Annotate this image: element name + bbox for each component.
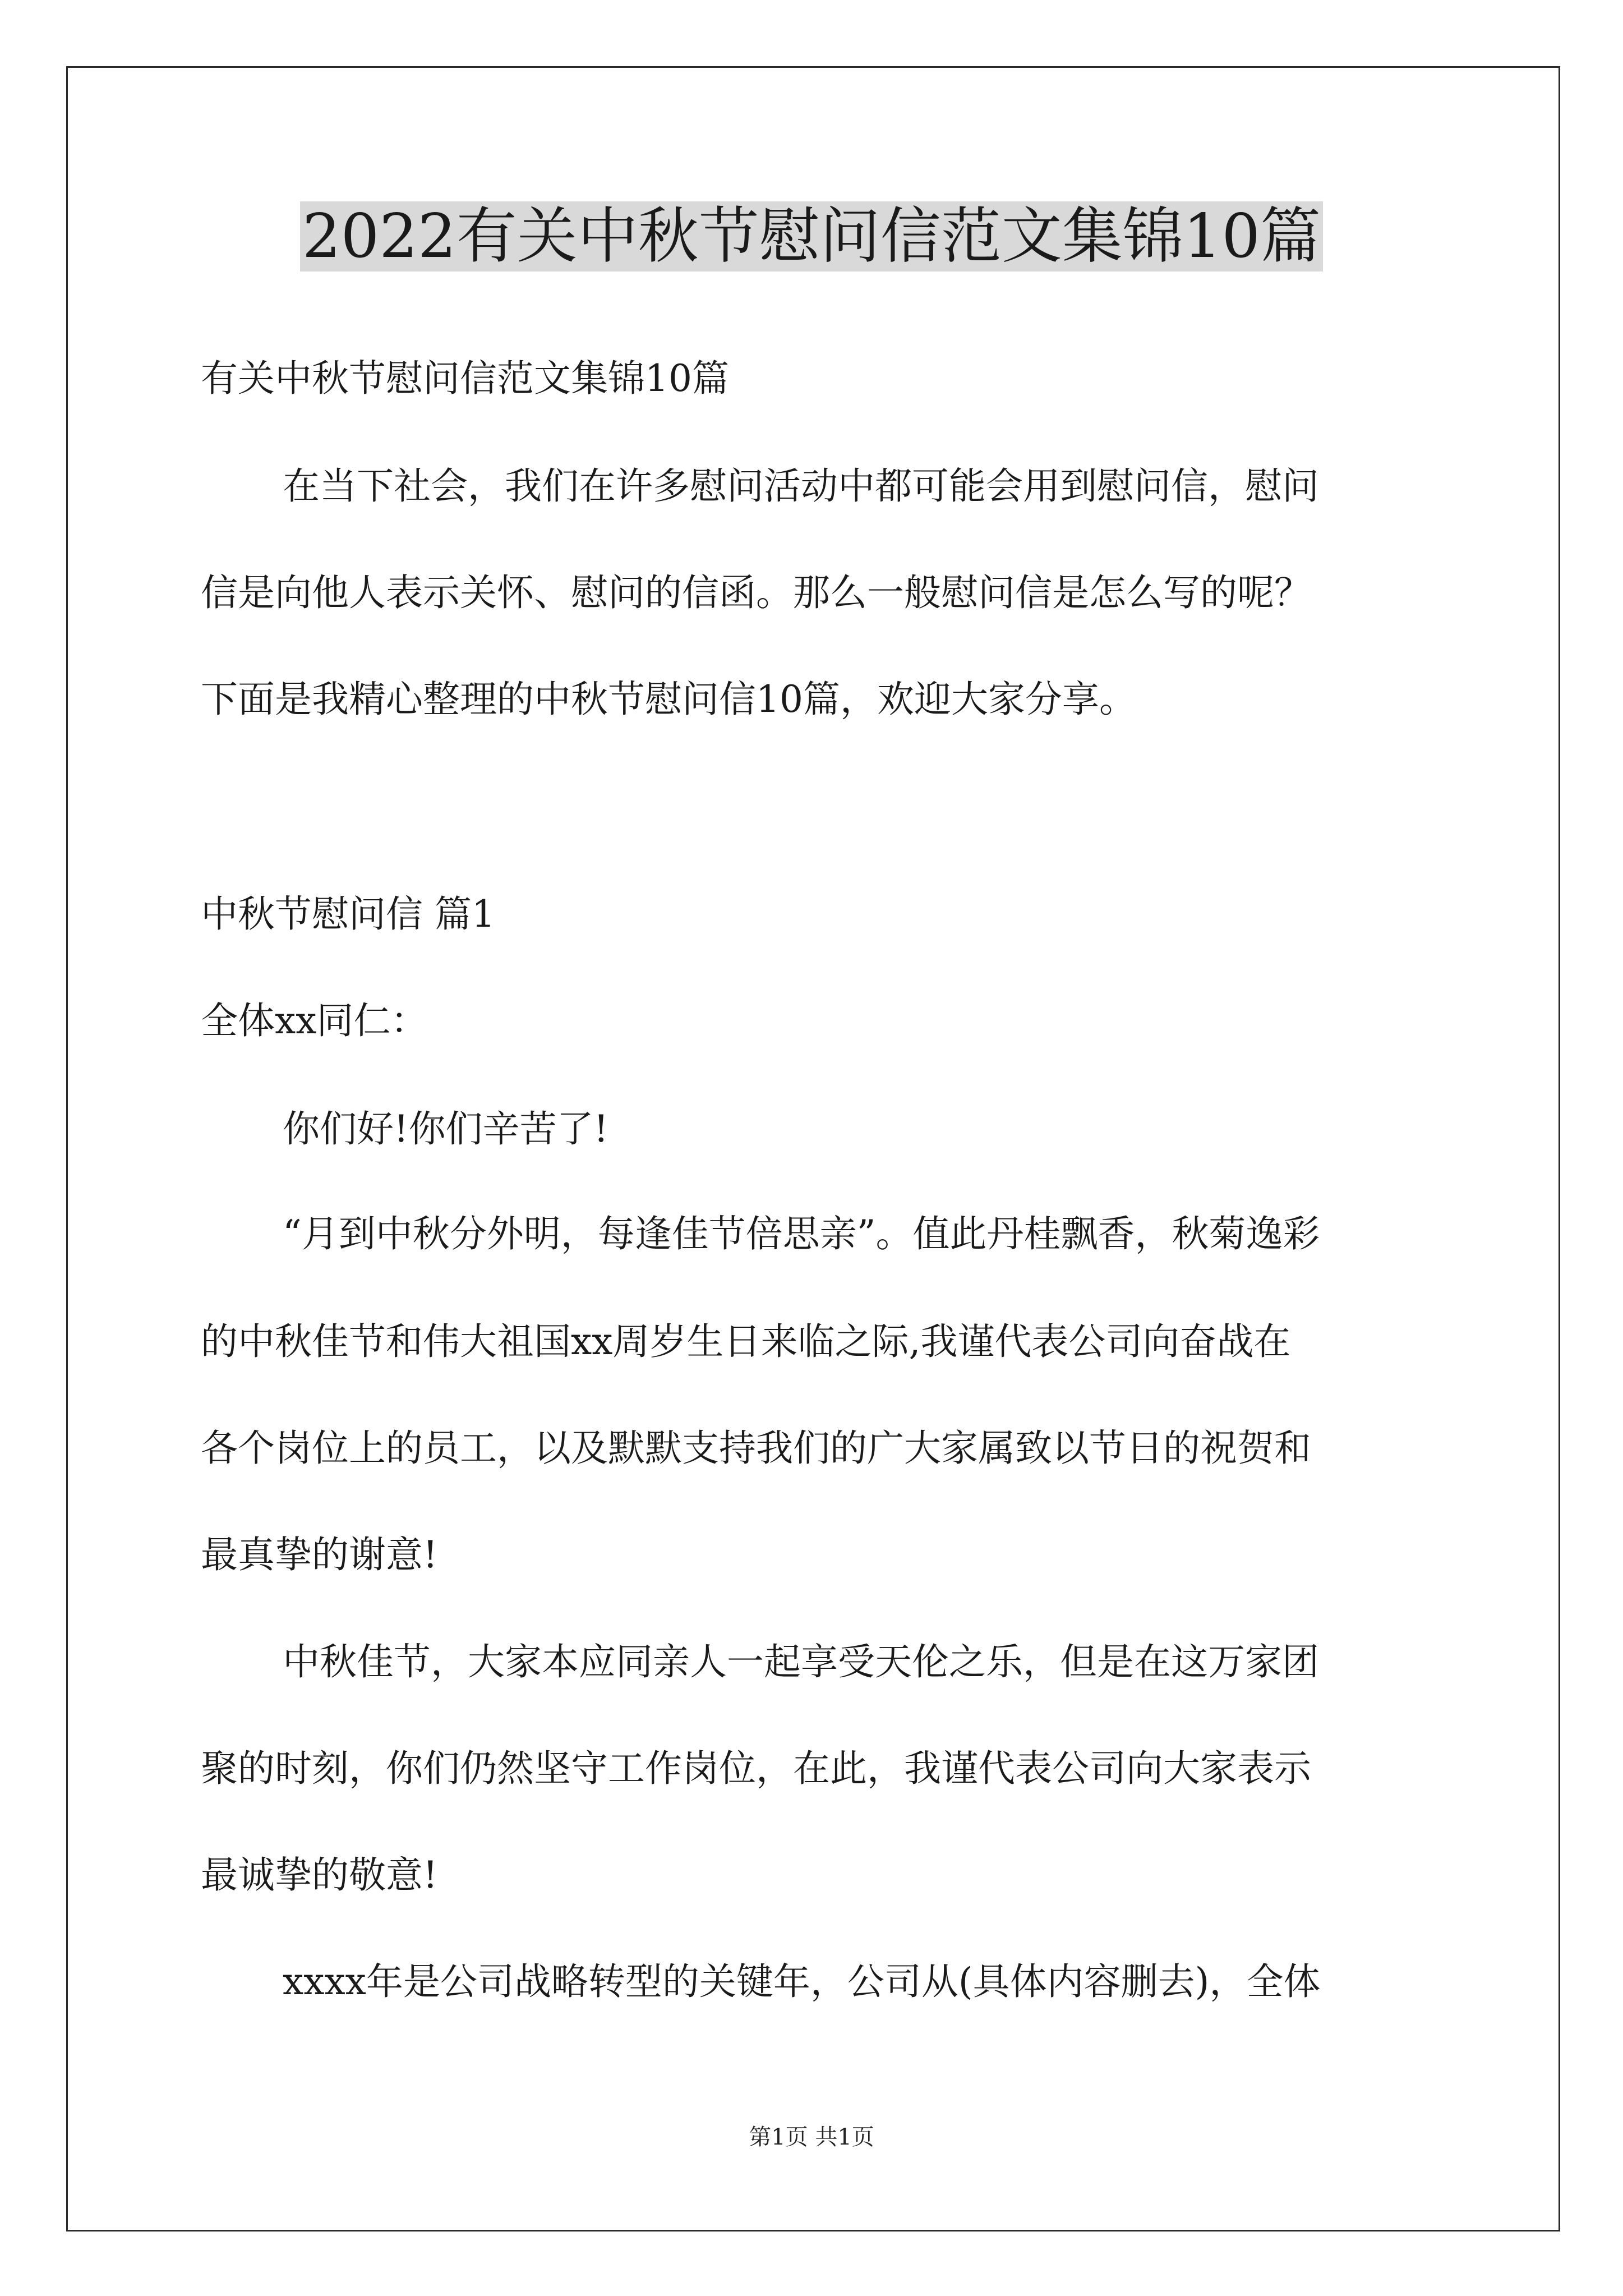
intro-line-2: 信是向他人表示关怀、慰问的信函。那么一般慰问信是怎么写的呢？ [201, 571, 1311, 614]
intro-line-3: 下面是我精心整理的中秋节慰问信10篇，欢迎大家分享。 [201, 678, 1136, 721]
para2-line-3: 最诚挚的敬意! [201, 1853, 438, 1897]
para1-line-2: 的中秋佳节和伟大祖国xx周岁生日来临之际,我谨代表公司向奋战在 [201, 1320, 1291, 1363]
salutation: 全体xx同仁： [201, 999, 428, 1042]
para2-line-2: 聚的时刻，你们仍然坚守工作岗位，在此，我谨代表公司向大家表示 [201, 1747, 1311, 1790]
para3-line-1: xxxx年是公司战略转型的关键年，公司从(具体内容删去)，全体 [283, 1960, 1321, 2003]
para1-line-3: 各个岗位上的员工，以及默默支持我们的广大家属致以节日的祝贺和 [201, 1427, 1311, 1470]
subtitle: 有关中秋节慰问信范文集锦10篇 [201, 357, 729, 400]
greeting: 你们好!你们辛苦了! [283, 1107, 609, 1151]
para2-line-1: 中秋佳节，大家本应同亲人一起享受天伦之乐，但是在这万家团 [283, 1640, 1319, 1683]
para1-line-1: “月到中秋分外明，每逢佳节倍思亲”。值此丹桂飘香，秋菊逸彩 [283, 1212, 1320, 1255]
page-footer: 第1页 共1页 [749, 2124, 874, 2150]
section-heading: 中秋节慰问信 篇1 [201, 892, 495, 936]
intro-line-1: 在当下社会，我们在许多慰问活动中都可能会用到慰问信，慰问 [283, 464, 1319, 508]
document-title: 2022有关中秋节慰问信范文集锦10篇 [0, 197, 1623, 276]
para1-line-4: 最真挚的谢意! [201, 1533, 438, 1576]
